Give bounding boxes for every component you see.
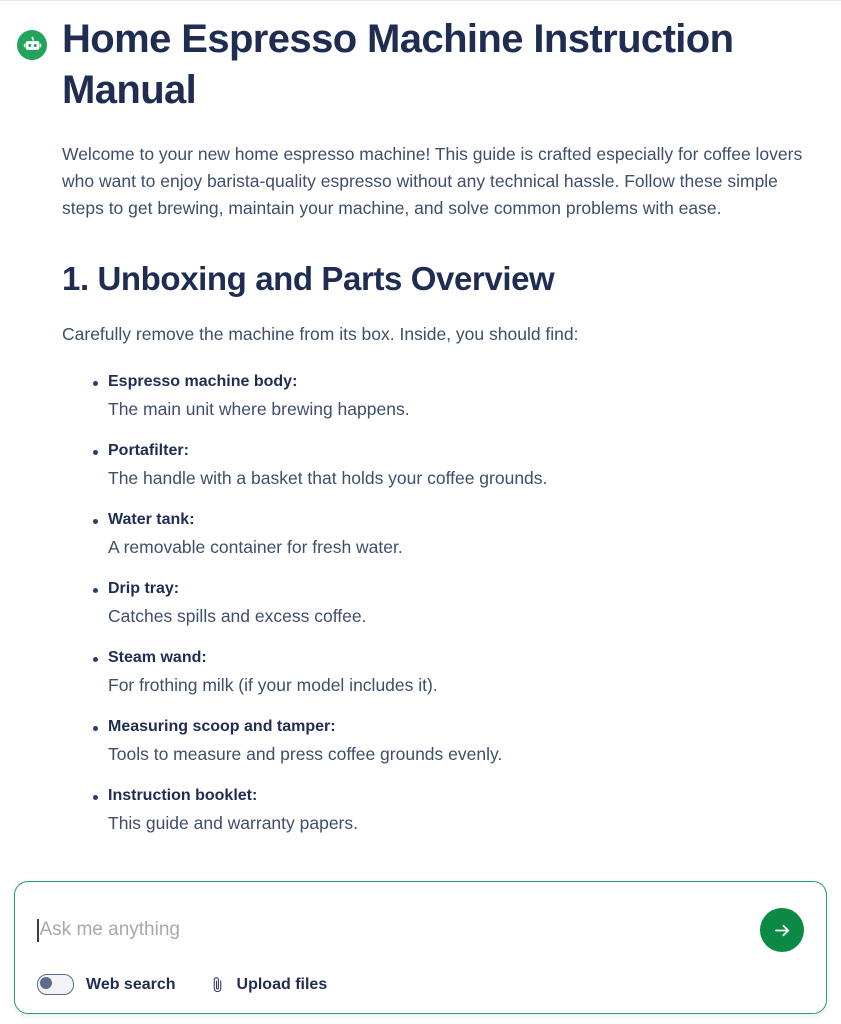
section-lead-text: Carefully remove the machine from its box. Inside, you should find:: [62, 324, 579, 344]
page-title: Home Espresso Machine Instruction Manual: [62, 17, 734, 112]
web-search-label: Web search: [86, 975, 176, 993]
part-description: Tools to measure and press coffee grounds evenly.: [108, 744, 503, 764]
toggle-switch-knob: [40, 977, 52, 989]
part-label: Portafilter:: [108, 442, 189, 459]
parts-list: [62, 371, 803, 836]
part-label: Drip tray:: [108, 580, 180, 597]
part-label: Instruction booklet:: [108, 787, 258, 804]
part-description: A removable container for fresh water.: [108, 537, 403, 557]
part-label: Espresso machine body:: [108, 373, 298, 390]
send-button[interactable]: [760, 908, 804, 952]
list-item: [62, 509, 803, 560]
part-description: The handle with a basket that holds your coffee grounds.: [108, 468, 548, 488]
ask-input[interactable]: [40, 917, 745, 943]
part-description: This guide and warranty papers.: [108, 813, 358, 833]
message-row: [14, 14, 803, 836]
list-item: [62, 578, 803, 629]
list-item: [62, 785, 803, 836]
list-item: [62, 440, 803, 491]
list-item: [62, 716, 803, 767]
text-caret: [37, 919, 39, 942]
section-heading-unboxing: 1. Unboxing and Parts Overview: [62, 260, 555, 297]
message-body: [62, 14, 803, 836]
part-label: Water tank:: [108, 511, 195, 528]
upload-files-button[interactable]: [210, 975, 328, 994]
chat-composer: [14, 881, 827, 1014]
part-label: Measuring scoop and tamper:: [108, 718, 336, 735]
upload-files-label: Upload files: [236, 975, 328, 993]
toggle-switch-track[interactable]: [37, 974, 74, 995]
composer-input-row: [37, 908, 804, 952]
search-input-wrapper[interactable]: [37, 915, 744, 945]
part-description: Catches spills and excess coffee.: [108, 606, 367, 626]
paperclip-icon: [210, 975, 226, 994]
web-search-toggle[interactable]: [37, 974, 176, 995]
list-item: [62, 371, 803, 422]
arrow-right-icon: [772, 920, 793, 941]
intro-paragraph: Welcome to your new home espresso machine! This guide is crafted especially for coffee lovers who want to enjoy barista-quality espresso without any technical hassle. Follow these simple steps to get brewing, maintain your machine, and solve common problems with ease.: [62, 144, 803, 218]
part-description: For frothing milk (if your model includes it).: [108, 675, 438, 695]
composer-options-row: [37, 974, 804, 995]
list-item: [62, 647, 803, 698]
robot-icon: [17, 30, 47, 60]
part-label: Steam wand:: [108, 649, 207, 666]
part-description: The main unit where brewing happens.: [108, 399, 410, 419]
